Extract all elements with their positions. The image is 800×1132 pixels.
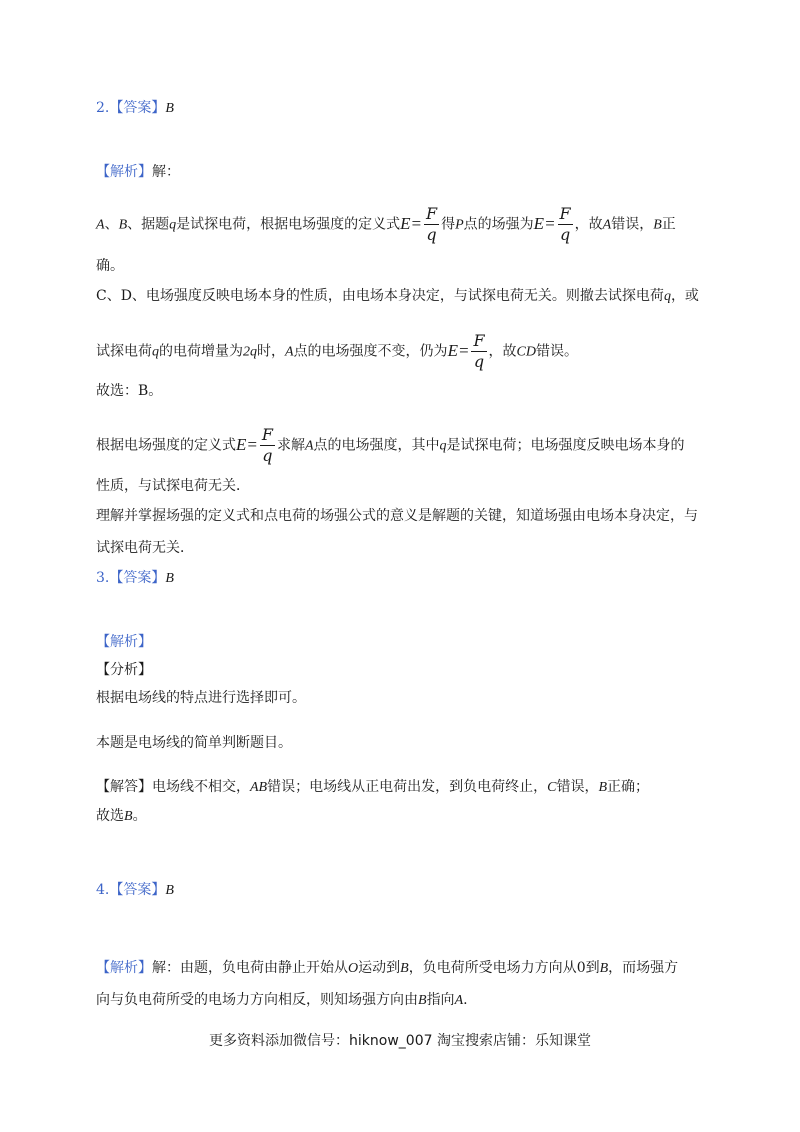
formula-e-f-over-q <box>236 425 277 465</box>
text-run: 到 <box>585 960 600 976</box>
q3-answer-tag: 【答案】 <box>109 570 166 586</box>
text-run: . <box>463 992 468 1008</box>
text-run: P <box>455 217 464 233</box>
text-run: 是试探电荷；电场强度反映电场本身的 <box>446 437 685 454</box>
text-run: O <box>348 961 359 976</box>
q4-answer-value: B <box>165 883 174 898</box>
fraction-numerator: F <box>426 204 438 223</box>
text-run: ，或 <box>670 288 699 304</box>
text-run: ，故 <box>488 343 517 360</box>
fraction <box>260 427 275 464</box>
q2-note-1 <box>96 427 685 464</box>
fraction-denominator: q <box>559 225 571 244</box>
q2-note-2: 理解并掌握场强的定义式和点电荷的场强公式的意义是解题的关键，知道场强由电场本身决定，与 <box>96 508 698 524</box>
q2-note-2-cont: 试探电荷无关． <box>96 540 194 556</box>
text-run: A <box>285 344 294 360</box>
text-run: ，故 <box>574 216 603 233</box>
q3-summary: 本题是电场线的简单判断题目。 <box>96 735 292 751</box>
formula-lhs: E <box>236 434 247 454</box>
fraction-numerator: F <box>261 425 273 444</box>
q2-paragraph-1 <box>96 206 676 243</box>
text-run: B <box>118 217 128 233</box>
text-run: 、 <box>104 216 119 233</box>
q4-line-1 <box>96 958 678 979</box>
text-run: 错误， <box>611 216 654 233</box>
formula-lhs: E <box>447 340 458 360</box>
text-run: 解：由题，负电荷由静止开始从 <box>152 960 348 976</box>
text-run: C、D、电场强度反映电场本身的性质，由电场本身决定，与试探电荷无关。则撤去试探电荷 <box>96 288 664 304</box>
text-run: 点的电场强度，其中 <box>313 437 440 454</box>
q2-answer-tag: 【答案】 <box>109 100 166 116</box>
page-footer: 更多资料添加微信号：hiknow_007 淘宝搜索店铺：乐知课堂 <box>209 1033 591 1049</box>
q2-number: 2. <box>96 100 110 116</box>
formula-equals: = <box>544 213 556 233</box>
text-run: ，而场强方 <box>608 960 679 976</box>
q3-analysis-tag: 【解析】 <box>96 634 152 650</box>
text-run: 错误， <box>556 779 599 795</box>
formula-e-f-over-q <box>533 204 575 244</box>
q2-paragraph-2 <box>96 286 699 307</box>
formula-lhs: E <box>533 213 545 233</box>
q2-analysis-tag: 【解析】 <box>96 164 152 180</box>
formula-equals: = <box>457 340 470 360</box>
q2-paragraph-1-cont: 确。 <box>96 258 124 274</box>
formula-equals: = <box>246 434 258 454</box>
text-run: B <box>418 993 427 1008</box>
text-run: 是试探电荷，根据电场强度的定义式 <box>176 216 401 233</box>
text-run: 错误。 <box>536 343 578 360</box>
text-run: q <box>169 217 177 233</box>
text-run: 点的电场强度不变，仍为 <box>293 343 448 360</box>
text-run: 的电荷增量为 <box>159 343 243 360</box>
text-run: 求解 <box>276 437 305 454</box>
text-run: q <box>663 289 671 304</box>
text-run: ，负电荷所受电场力方向从 <box>408 960 577 976</box>
q2-note-1-cont: 性质，与试探电荷无关． <box>96 478 250 494</box>
fraction <box>471 333 486 370</box>
fraction-denominator: q <box>473 352 485 371</box>
fraction-denominator: q <box>426 225 437 244</box>
q2-answer-header <box>96 98 174 119</box>
text-run: q <box>439 438 447 454</box>
text-run: 电场线不相交， <box>152 779 250 795</box>
text-run: 2q <box>243 344 257 360</box>
text-run: 故选 <box>96 808 124 824</box>
text-run: A <box>304 438 314 454</box>
text-run: B <box>653 217 662 233</box>
text-run: 向与负电荷所受的电场力方向相反，则知场强方向由 <box>96 992 418 1008</box>
q2-analysis-lead: 解： <box>152 164 180 180</box>
q4-answer-header <box>96 880 174 901</box>
text-run: AB <box>250 780 268 795</box>
text-run: C <box>547 780 557 795</box>
fraction-numerator: F <box>559 204 571 223</box>
q4-number: 4. <box>96 882 110 898</box>
text-run: 。 <box>132 808 147 824</box>
q3-fenxi-text: 根据电场线的特点进行选择即可。 <box>96 690 306 706</box>
q3-jieda <box>96 777 649 798</box>
text-run: A <box>454 993 464 1008</box>
fraction <box>424 206 439 243</box>
q4-line-2 <box>96 990 468 1011</box>
q3-number: 3. <box>96 570 110 586</box>
text-run: B <box>124 809 133 824</box>
text-run: 0 <box>576 960 586 976</box>
text-run: B <box>400 961 409 976</box>
text-run: B <box>599 961 609 976</box>
text-run: 试探电荷 <box>96 343 152 360</box>
text-run: 错误；电场线从正电荷出发，到负电荷终止， <box>267 779 548 795</box>
formula-e-f-over-q <box>400 204 441 244</box>
text-run: CD <box>516 344 536 360</box>
fraction-denominator: q <box>262 446 273 465</box>
formula-equals: = <box>410 213 422 233</box>
q3-fenxi-tag: 【分析】 <box>96 662 152 678</box>
text-run: 时， <box>257 343 285 360</box>
text-run: 【解答】 <box>96 779 152 795</box>
text-run: 正确； <box>607 779 650 795</box>
text-run: 得 <box>441 216 456 233</box>
q3-choose <box>96 806 147 827</box>
q2-analysis-header <box>96 162 180 182</box>
q4-answer-tag: 【答案】 <box>109 882 166 898</box>
q2-choose: 故选：B。 <box>96 383 163 399</box>
text-run: 点的场强为 <box>463 216 534 233</box>
q4-analysis-tag: 【解析】 <box>96 960 152 976</box>
q3-answer-value: B <box>165 571 174 586</box>
text-run: B <box>598 780 608 795</box>
formula-lhs: E <box>400 213 411 233</box>
q2-paragraph-3 <box>96 333 578 370</box>
text-run: 运动到 <box>358 960 401 976</box>
fraction-numerator: F <box>473 331 485 350</box>
text-run: A <box>96 217 105 233</box>
fraction <box>558 206 573 243</box>
text-run: A <box>602 217 612 233</box>
formula-e-f-over-q <box>447 331 489 371</box>
text-run: q <box>152 344 159 360</box>
q2-answer-value: B <box>165 101 174 116</box>
text-run: 根据电场强度的定义式 <box>96 437 236 454</box>
text-run: 指向 <box>426 992 455 1008</box>
text-run: 正 <box>661 216 676 233</box>
text-run: 、据题 <box>127 216 170 233</box>
q3-answer-header <box>96 568 174 589</box>
